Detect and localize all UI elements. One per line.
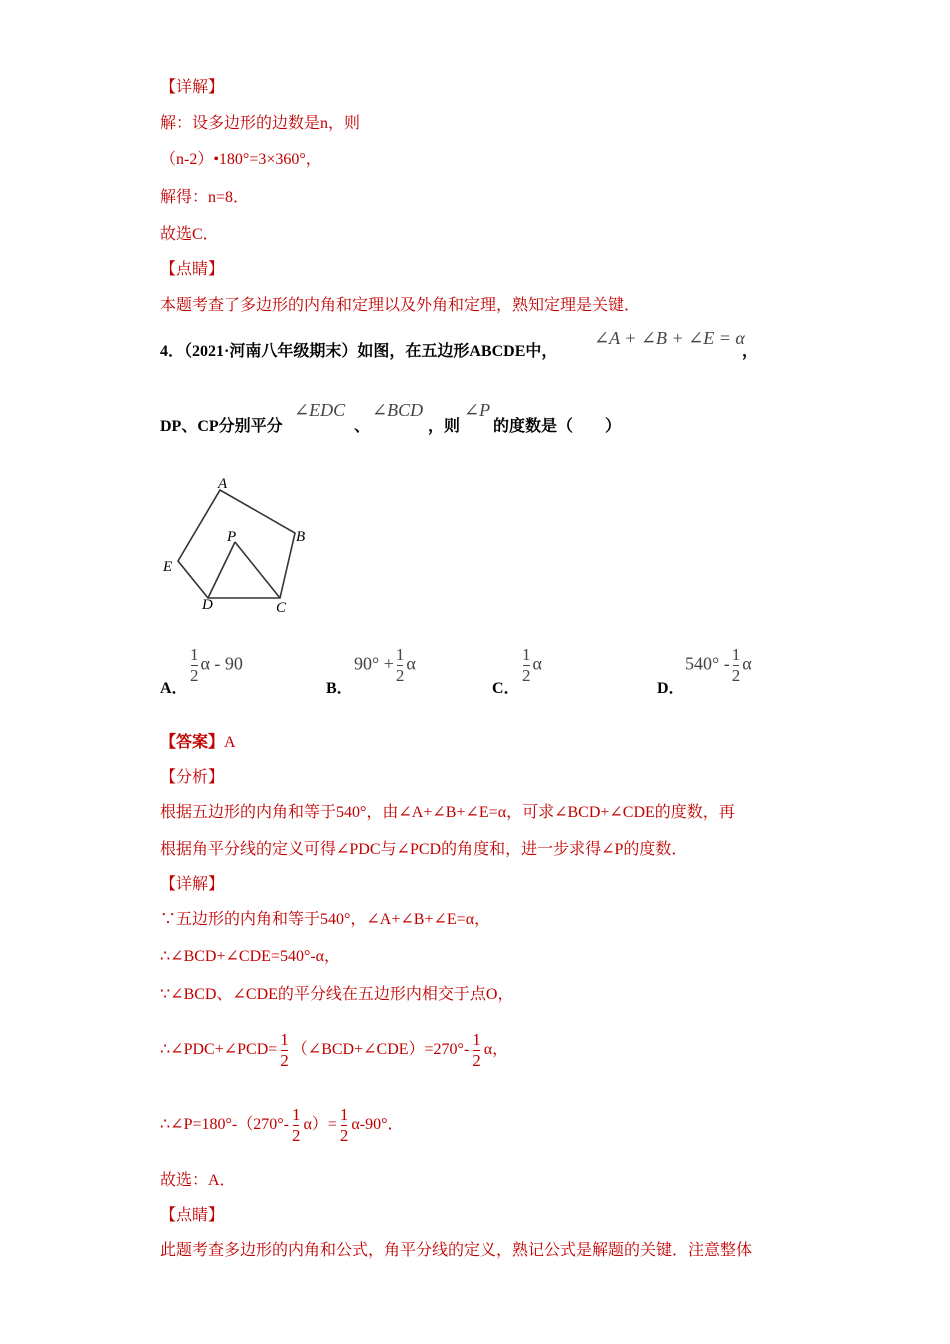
- detail-step-3: ∵∠BCD、∠CDE的平分线在五边形内相交于点O，: [160, 986, 514, 1003]
- answer-heading: 【答案】: [160, 734, 225, 751]
- question-then: ，则: [428, 418, 461, 435]
- fraction-half: $\frac{1}{2}$: [280, 1030, 289, 1070]
- segment-dp: [208, 542, 235, 598]
- label-b: B: [296, 529, 306, 545]
- option-b-label: B．: [326, 680, 353, 697]
- analysis-line-1: 根据五边形的内角和等于540°，由∠A+∠B+∠E=α，可求∠BCD+∠CDE的度数，再: [160, 804, 735, 821]
- option-c-label: C．: [492, 680, 520, 697]
- analysis-line-2: 根据角平分线的定义可得∠PDC与∠PCD的角度和，进一步求得∠P的度数．: [160, 841, 688, 858]
- label-p: P: [227, 529, 237, 545]
- solution-line-1: 解：设多边形的边数是n，则: [160, 115, 361, 132]
- solution-line-2: （n-2）•180°=3×360°，: [160, 151, 322, 168]
- option-c-expr: $\frac{1}{2}$ α: [522, 645, 542, 685]
- fraction: $\frac{1}{2}$: [395, 645, 405, 685]
- angle-p: ∠P: [464, 400, 491, 420]
- answer-line: [160, 733, 236, 753]
- label-c: C: [276, 600, 287, 616]
- fraction-half: $\frac{1}{2}$: [291, 1105, 301, 1145]
- given-formula: ∠A + ∠B + ∠E = α: [594, 328, 745, 348]
- question-sep: 、: [354, 418, 371, 435]
- detail-step-1: ∵五边形的内角和等于540°，∠A+∠B+∠E=α，: [160, 911, 491, 928]
- option-a-label: A．: [160, 680, 188, 697]
- angle-bcd: ∠BCD: [372, 400, 424, 420]
- option-d-expr: 540° - $\frac{1}{2}$ α: [685, 645, 752, 685]
- question-comma: ，: [742, 343, 759, 360]
- segment-cp: [235, 542, 280, 598]
- question-source: （2021·河南八年级期末）如图，在五边形ABCDE中，: [184, 343, 558, 360]
- detail-step-5: ∴∠P=180°-（270°- $\frac{1}{2}$ α）= $\frac{1}{2}$ α-90°．: [160, 1105, 404, 1145]
- analysis-heading: 【分析】: [160, 769, 225, 786]
- comment-text-1: 本题考查了多边形的内角和定理以及外角和定理，熟知定理是关键．: [160, 297, 641, 314]
- question-number: 4．: [160, 343, 185, 360]
- comment-text-2: 此题考查多边形的内角和公式，角平分线的定义，熟记公式是解题的关键．注意整体: [160, 1242, 753, 1259]
- detail-step-2: ∴∠BCD+∠CDE=540°-α，: [160, 948, 341, 965]
- solution-line-3: 解得：n=8．: [160, 189, 250, 206]
- comment-heading-2: 【点睛】: [160, 1207, 225, 1224]
- label-e: E: [163, 559, 173, 575]
- label-a: A: [218, 476, 228, 492]
- detail-conclusion: 故选：A．: [160, 1172, 236, 1189]
- fraction-half: $\frac{1}{2}$: [472, 1030, 481, 1070]
- question-line-1: [160, 342, 557, 362]
- solution-line-4: 故选C．: [160, 226, 219, 243]
- question-line-2-end: 的度数是（ ）: [493, 418, 622, 435]
- detail-heading-2: 【详解】: [160, 876, 225, 893]
- option-d-label: D．: [657, 680, 685, 697]
- detail-heading-1: 【详解】: [160, 79, 225, 96]
- detail-step-4: ∴∠PDC+∠PCD= $\frac{1}{2}$ （∠BCD+∠CDE）=270°- $\frac{1}{2}$ α，: [160, 1030, 509, 1070]
- angle-edc: ∠EDC: [294, 400, 346, 420]
- fraction-half: $\frac{1}{2}$: [339, 1105, 349, 1145]
- option-b-expr: 90° + $\frac{1}{2}$ α: [354, 645, 416, 685]
- fraction: $\frac{1}{2}$: [190, 645, 199, 685]
- question-line-2-start: DP、CP分别平分: [160, 418, 283, 435]
- comment-heading-1: 【点睛】: [160, 261, 225, 278]
- label-d: D: [202, 597, 213, 613]
- option-a-expr: $\frac{1}{2}$ α - 90: [190, 645, 243, 685]
- fraction: $\frac{1}{2}$: [731, 645, 741, 685]
- answer-value: A: [224, 734, 236, 751]
- fraction: $\frac{1}{2}$: [522, 645, 531, 685]
- pentagon-figure: [150, 470, 320, 620]
